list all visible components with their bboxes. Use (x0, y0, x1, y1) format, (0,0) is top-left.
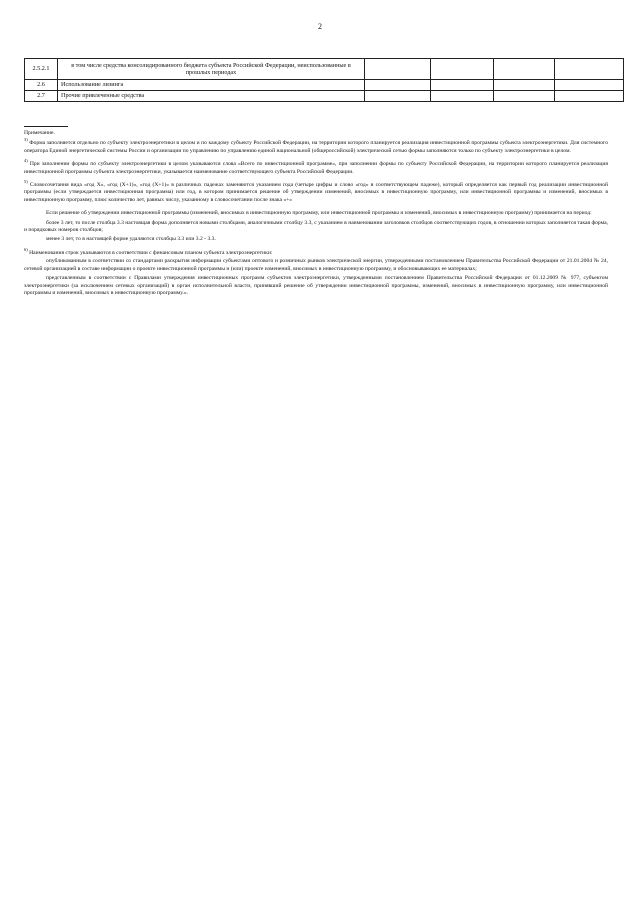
table-cell (555, 80, 624, 91)
table-cell (431, 59, 494, 80)
note-5-paragraph: более 3 лет, то после столбца 3.3 настоящая форма дополняется новыми столбцами, аналогичными столбцу 3.3, с указанием в наименовании заголовков столбцов соответствующих годов, в отношении которых заполняется такая форма, и порядковых номеров столбцов; (24, 219, 608, 234)
row-description: в том числе средства консолидированного бюджета субъекта Российской Федерации, неиспользованные в прошлых периодах (58, 59, 365, 80)
note-6-paragraph: опубликованным в соответствии со стандартами раскрытия информации субъектами оптового и розничных рынков электрической энергии, утвержденными постановлением Правительства Российской Федерации от 21.01.2004 № 24, сетевой организацией в составе информации о проекте инвестиционной программы и (или) проекте изменений, вносимых в инвестиционную программу, и обосновывающих ее материалах; (24, 258, 608, 272)
table-cell (431, 91, 494, 102)
note-text: Форма заполняется отдельно по субъекту электроэнергетики в целом и по каждому субъекту Российской Федерации, на территории которого планируется реализация инвестиционной программы субъекта электроэнергетики. Для системного оператора Единой энергетической системы России и организации по управлению по управлению единой национальной (общероссийской) электрической сетью формы заполняются только по субъекту электроэнергетики в целом. (24, 140, 608, 154)
row-number: 2.7 (25, 91, 58, 102)
note-6 (24, 247, 608, 257)
table-cell (365, 59, 431, 80)
notes-heading: Примечание. (24, 130, 55, 136)
footnote-marker: 3) (24, 137, 28, 143)
table-row (25, 59, 624, 80)
table-cell (494, 59, 555, 80)
note-5 (24, 179, 608, 204)
table-cell (555, 59, 624, 80)
row-number: 2.6 (25, 80, 58, 91)
table-cell (431, 80, 494, 91)
note-3 (24, 137, 608, 155)
note-text: Словосочетания вида «год X», «год (X+1)», «год (X+1)» в различных падежах заменяются указанием года (четыре цифры и слово «год» в соответствующем падеже), который определяется как первый год реализации инвестиционной программы (если утверждается инвестиционная программа) или год, в котором принимается решение об утверждении изменений, вносимых в инвестиционную программу, или инвестиционной программы и изменений, вносимых в инвестиционную программу, плюс количество лет, равных числу, указанному в словосочетании после знака «+» (24, 182, 608, 203)
note-text: Наименования строк указываются в соответствии с финансовым планом субъекта электроэнергетики: (29, 249, 273, 256)
row-description: Использование лизинга (58, 80, 365, 91)
footnote-marker: 4) (24, 158, 28, 164)
table-row (25, 80, 624, 91)
note-5-paragraph: Если решение об утверждении инвестиционной программы (изменений, вносимых в инвестиционную программу, или инвестиционной программы и изменений, вносимых в инвестиционную программу) принимается на период: (46, 210, 592, 217)
table-cell (365, 91, 431, 102)
note-5-paragraph: менее 3 лет, то в настоящей форме удаляются столбцы 3.3 или 3.2 - 3.3. (46, 236, 216, 243)
table-cell (494, 91, 555, 102)
notes-section (24, 126, 608, 303)
table-cell (494, 80, 555, 91)
table-row (25, 91, 624, 102)
note-text: При заполнении формы по субъекту электроэнергетики в целом указываются слова «Всего по инвестиционной программе», при заполнении формы по субъекту Российской Федерации, на территории которого планируется реализация инвестиционной программы субъекта электроэнергетики, указывается наименование соответствующего субъекта Российской Федерации. (24, 161, 608, 175)
row-number: 2.5.2.1 (25, 59, 58, 80)
footnote-marker: 5) (24, 179, 28, 185)
note-6-paragraph: представленным в соответствии с Правилами утверждения инвестиционных программ субъектов электроэнергетики, утвержденными постановлением Правительства Российской Федерации от 01.12.2009 № 977, субъектом электроэнергетики (за исключением сетевых организаций) в орган исполнительной власти, принявший решение об утверждении инвестиционной программы, изменений, вносимых в инвестиционную программу, или инвестиционной программы и изменений, вносимых в инвестиционную программу.». (24, 275, 608, 296)
note-4 (24, 158, 608, 176)
page-number: 2 (318, 22, 322, 31)
table-cell (555, 91, 624, 102)
table-cell (365, 80, 431, 91)
row-description: Прочие привлеченные средства (58, 91, 365, 102)
notes-divider (24, 126, 68, 127)
footnote-marker: 6) (24, 247, 28, 253)
financing-sources-table (24, 58, 623, 102)
